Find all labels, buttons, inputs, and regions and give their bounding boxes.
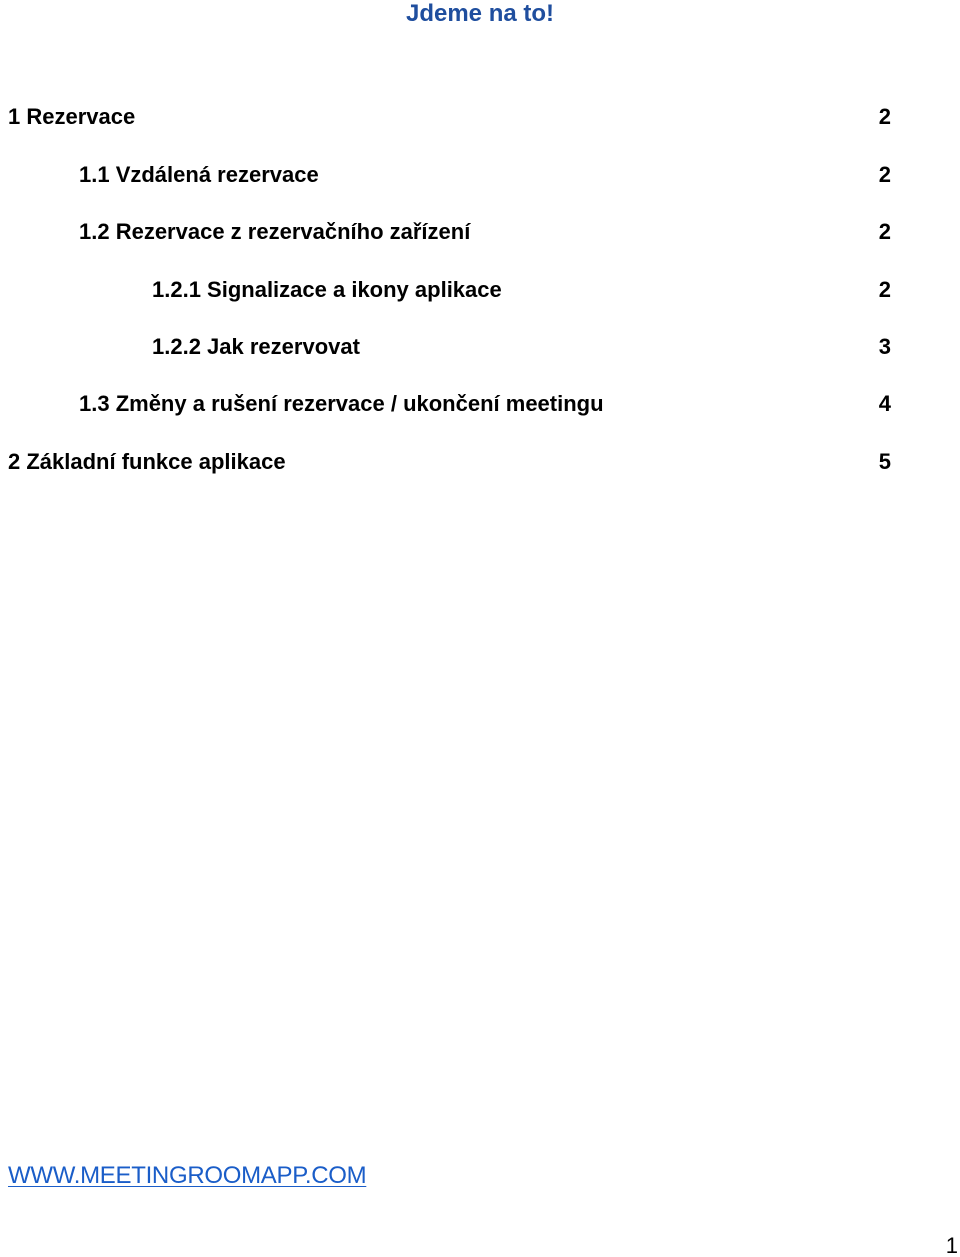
toc-entry-signalizace-a-ikony[interactable]: [152, 275, 960, 305]
toc-entry-jak-rezervovat[interactable]: [152, 332, 960, 362]
website-link[interactable]: WWW.MEETINGROOMAPP.COM: [8, 1162, 367, 1189]
toc-entry-page: 5: [878, 449, 891, 474]
toc-entry-page: 2: [878, 104, 891, 129]
toc-entry-page: 2: [878, 277, 891, 302]
toc-entry-zmeny-a-ruseni[interactable]: [79, 389, 960, 419]
document-title: Jdeme na to!: [405, 0, 555, 27]
toc-entry-vzdalena-rezervace[interactable]: [79, 160, 960, 190]
toc-entry-page: 3: [878, 334, 891, 359]
toc-entry-page: 2: [878, 219, 891, 244]
toc-entry-label: 1.1 Vzdálená rezervace: [79, 162, 319, 187]
toc-entry-label: 1.3 Změny a rušení rezervace / ukončení meetingu: [79, 391, 604, 416]
toc-entry-label: 2 Základní funkce aplikace: [8, 449, 286, 474]
toc-entry-label: 1 Rezervace: [8, 104, 136, 129]
toc-entry-page: 2: [878, 162, 891, 187]
toc-entry-label: 1.2.2 Jak rezervovat: [152, 334, 360, 359]
toc-entry-label: 1.2.1 Signalizace a ikony aplikace: [152, 277, 502, 302]
toc-entry-page: 4: [878, 391, 891, 416]
toc-entry-rezervace-z-zarizeni[interactable]: [79, 217, 960, 247]
toc-entry-zakladni-funkce[interactable]: [8, 447, 960, 477]
page-number: 1: [945, 1233, 958, 1257]
toc-entry-rezervace[interactable]: [8, 102, 960, 132]
toc-entry-label: 1.2 Rezervace z rezervačního zařízení: [79, 219, 471, 244]
